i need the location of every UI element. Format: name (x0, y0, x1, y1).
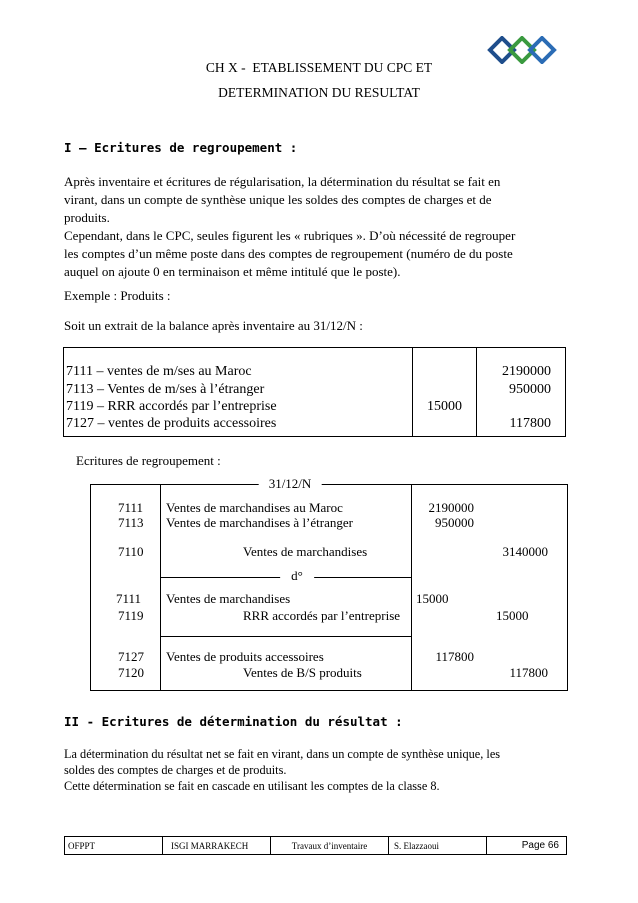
journal-debit-amount: 950000 (435, 515, 474, 530)
balance-row-debit: 15000 (427, 399, 462, 414)
balance-row-label: 7127 – ventes de produits accessoires (66, 416, 277, 431)
page-title-line1: CH X - ETABLISSEMENT DU CPC ET (205, 60, 433, 75)
journal-debit-label: Ventes de marchandises au Maroc (166, 500, 343, 515)
balance-table (63, 347, 566, 437)
journal-account: 7113 (118, 515, 144, 530)
journal-column-divider (411, 485, 412, 690)
logo-icon (487, 36, 557, 64)
footer-page-number: Page 66 (521, 840, 559, 851)
journal-column-divider (160, 485, 161, 690)
journal-entry-separator (161, 636, 411, 637)
paragraph-line: auquel on ajoute 0 en terminaison et même intitulé que le poste). (64, 264, 401, 279)
journal-account: 7120 (118, 665, 144, 680)
journal-date: 31/12/N (259, 477, 322, 490)
paragraph-line: Cependant, dans le CPC, seules figurent les « rubriques ». D’où nécessité de regrouper (64, 228, 516, 243)
journal-account: 7111 (118, 500, 144, 515)
footer-organization: OFPPT (65, 837, 163, 854)
journal-account: 7110 (118, 544, 144, 559)
balance-row-label: 7111 – ventes de m/ses au Maroc (66, 364, 252, 379)
section1-paragraph (64, 173, 515, 281)
journal-debit-amount: 2190000 (428, 500, 474, 515)
paragraph-line: Cette détermination se fait en cascade en utilisant les comptes de la classe 8. (64, 779, 440, 793)
page-footer (64, 836, 567, 855)
journal-credit-label: RRR accordés par l’entreprise (243, 608, 401, 623)
journal-account: 7119 (118, 608, 144, 623)
paragraph-line: soldes des comptes de charges et de produits. (64, 763, 287, 777)
journal-credit-amount: 15000 (496, 608, 529, 623)
balance-column-divider (476, 348, 477, 436)
journal-table (90, 476, 568, 691)
paragraph-line: virant, dans un compte de synthèse unique les soldes des comptes de charges et de (64, 192, 492, 207)
journal-account: 7111 (116, 591, 142, 606)
section1-heading: I – Ecritures de regroupement : (64, 140, 298, 155)
balance-column-divider (412, 348, 413, 436)
footer-module: Travaux d’inventaire (271, 837, 389, 854)
balance-intro: Soit un extrait de la balance après inventaire au 31/12/N : (64, 318, 363, 333)
journal-debit-label: Ventes de marchandises à l’étranger (166, 515, 353, 530)
section2-paragraph (64, 746, 500, 794)
page-title-line2: DETERMINATION DU RESULTAT (218, 85, 420, 100)
journal-debit-label: Ventes de marchandises (166, 591, 291, 606)
example-label: Exemple : Produits : (64, 288, 171, 303)
balance-row-credit: 117800 (509, 416, 551, 431)
journal-debit-amount: 117800 (435, 649, 474, 664)
journal-ditto: d° (280, 569, 314, 582)
journal-account: 7127 (118, 649, 144, 664)
paragraph-line: Après inventaire et écritures de régularisation, la détermination du résultat se fait en (64, 174, 501, 189)
journal-debit-label: Ventes de produits accessoires (166, 649, 324, 664)
journal-debit-amount: 15000 (416, 591, 449, 606)
paragraph-line: La détermination du résultat net se fait en virant, dans un compte de synthèse unique, les (64, 747, 501, 761)
balance-row-label: 7119 – RRR accordés par l’entreprise (66, 399, 277, 414)
journal-credit-amount: 3140000 (502, 544, 548, 559)
journal-title: Ecritures de regroupement : (76, 453, 221, 468)
section2-heading: II - Ecritures de détermination du résultat : (64, 714, 403, 729)
paragraph-line: les comptes d’un même poste dans des comptes de regroupement (numéro de du poste (64, 246, 513, 261)
paragraph-line: produits. (64, 210, 110, 225)
journal-credit-amount: 117800 (509, 665, 548, 680)
journal-credit-label: Ventes de B/S produits (243, 665, 362, 680)
balance-row-credit: 950000 (509, 382, 551, 397)
footer-institute: ISGI MARRAKECH (163, 837, 271, 854)
balance-row-label: 7113 – Ventes de m/ses à l’étranger (66, 382, 265, 397)
journal-credit-label: Ventes de marchandises (243, 544, 368, 559)
footer-author: S. Elazzaoui (389, 837, 487, 854)
balance-row-credit: 2190000 (502, 364, 551, 379)
